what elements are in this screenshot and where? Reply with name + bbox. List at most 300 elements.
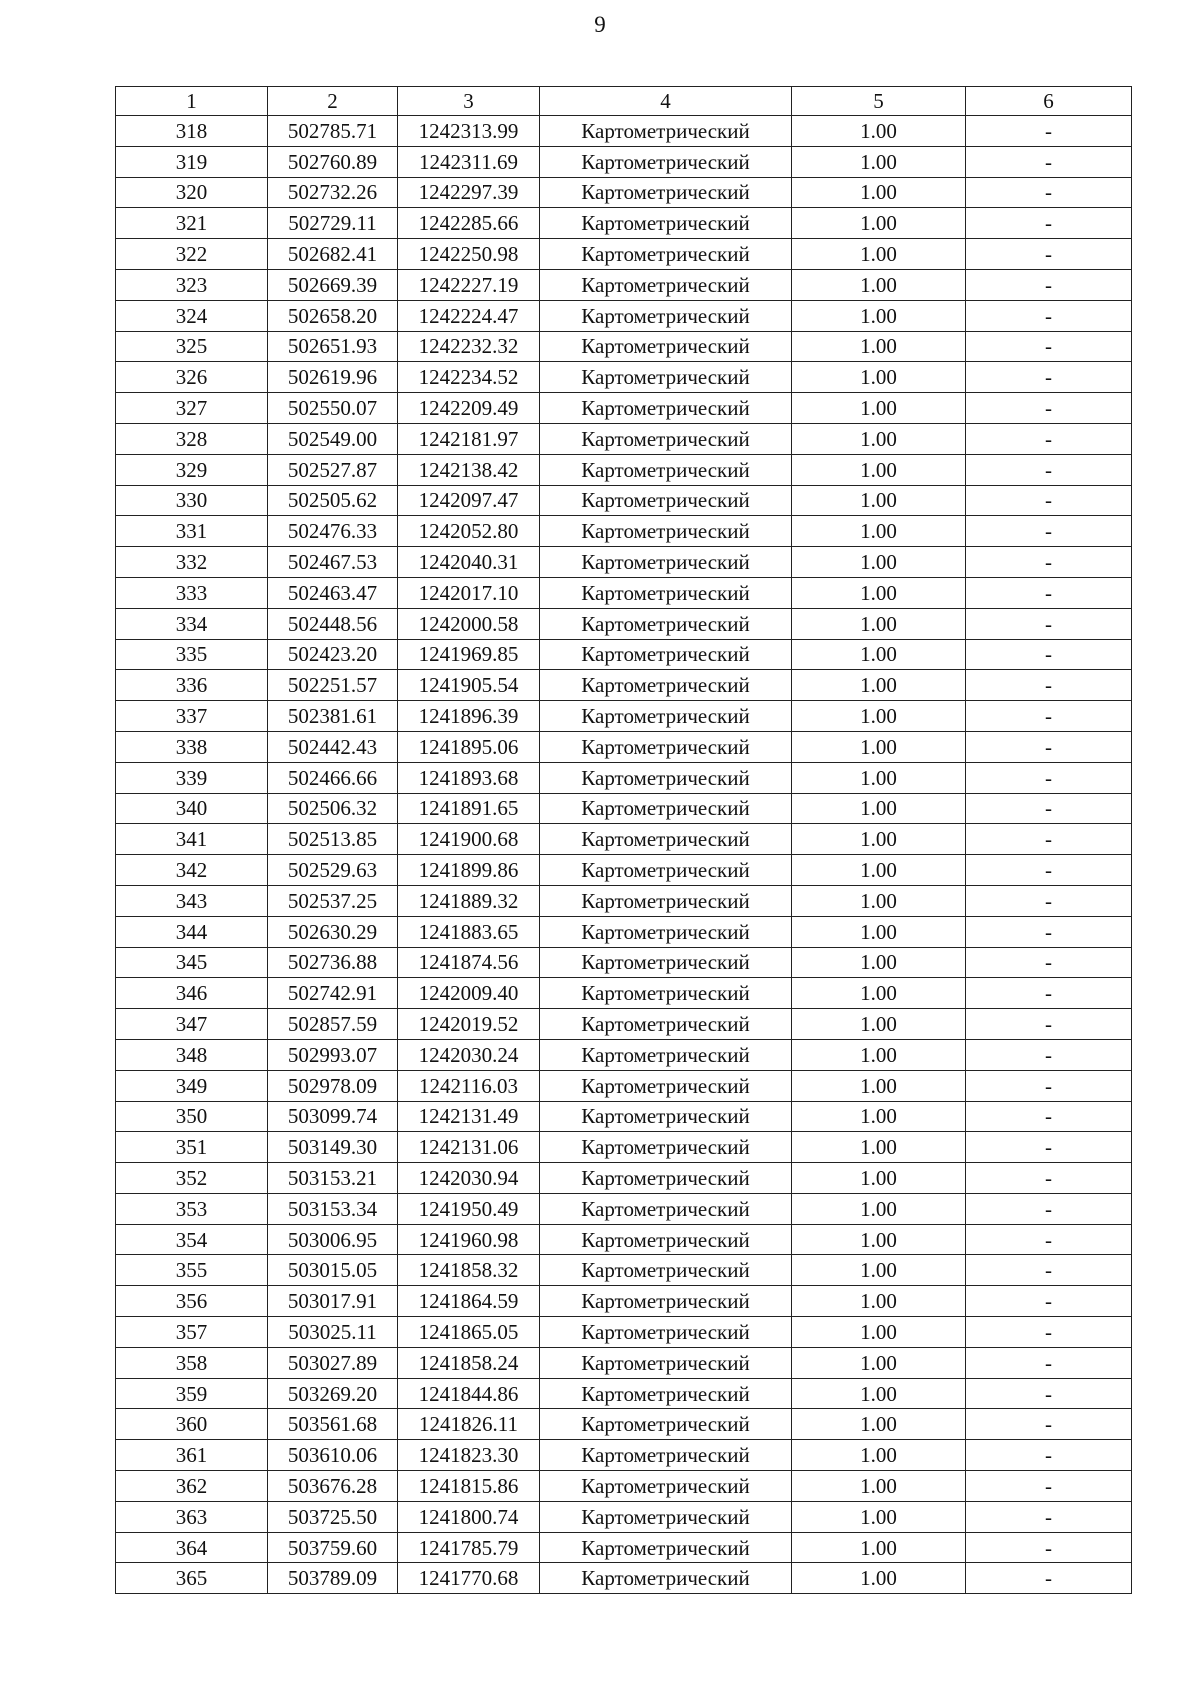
cell-method: Картометрический [540,855,792,886]
table-row [116,1163,1132,1194]
cell-coord-x: 502549.00 [268,423,398,454]
cell-method: Картометрический [540,824,792,855]
table-row [116,1009,1132,1040]
cell-coord-y: 1241883.65 [398,916,540,947]
table-row [116,731,1132,762]
cell-coord-y: 1242000.58 [398,608,540,639]
cell-method: Картометрический [540,670,792,701]
cell-method: Картометрический [540,793,792,824]
cell-accuracy: 1.00 [792,855,966,886]
table-row [116,239,1132,270]
cell-point-number: 322 [116,239,268,270]
cell-coord-x: 503149.30 [268,1132,398,1163]
cell-accuracy: 1.00 [792,885,966,916]
cell-method: Картометрический [540,639,792,670]
cell-point-number: 331 [116,516,268,547]
cell-coord-y: 1242227.19 [398,269,540,300]
cell-method: Картометрический [540,146,792,177]
cell-coord-y: 1241865.05 [398,1317,540,1348]
cell-note: - [966,362,1132,393]
cell-coord-y: 1241874.56 [398,947,540,978]
cell-point-number: 337 [116,701,268,732]
cell-coord-y: 1242019.52 [398,1009,540,1040]
table-row [116,1378,1132,1409]
cell-method: Картометрический [540,947,792,978]
cell-accuracy: 1.00 [792,1132,966,1163]
cell-note: - [966,454,1132,485]
cell-coord-x: 502729.11 [268,208,398,239]
cell-coord-x: 502785.71 [268,116,398,147]
cell-coord-x: 503153.21 [268,1163,398,1194]
cell-point-number: 357 [116,1317,268,1348]
cell-method: Картометрический [540,269,792,300]
cell-point-number: 343 [116,885,268,916]
cell-note: - [966,1286,1132,1317]
cell-point-number: 338 [116,731,268,762]
cell-coord-y: 1242040.31 [398,547,540,578]
cell-method: Картометрический [540,516,792,547]
cell-coord-y: 1241896.39 [398,701,540,732]
table-row [116,885,1132,916]
cell-coord-x: 503015.05 [268,1255,398,1286]
cell-point-number: 332 [116,547,268,578]
cell-note: - [966,1378,1132,1409]
cell-accuracy: 1.00 [792,1440,966,1471]
table-row [116,639,1132,670]
cell-accuracy: 1.00 [792,1193,966,1224]
cell-accuracy: 1.00 [792,454,966,485]
cell-coord-x: 502630.29 [268,916,398,947]
cell-note: - [966,208,1132,239]
cell-method: Картометрический [540,1317,792,1348]
header-cell-3: 3 [398,87,540,116]
table-row [116,331,1132,362]
cell-method: Картометрический [540,916,792,947]
cell-coord-y: 1242285.66 [398,208,540,239]
cell-coord-y: 1242116.03 [398,1070,540,1101]
table-row [116,1101,1132,1132]
cell-point-number: 335 [116,639,268,670]
cell-method: Картометрический [540,423,792,454]
cell-accuracy: 1.00 [792,916,966,947]
cell-note: - [966,547,1132,578]
cell-point-number: 358 [116,1347,268,1378]
cell-coord-y: 1242017.10 [398,577,540,608]
cell-accuracy: 1.00 [792,701,966,732]
table-row [116,393,1132,424]
table-row [116,1286,1132,1317]
cell-method: Картометрический [540,762,792,793]
cell-coord-y: 1241895.06 [398,731,540,762]
cell-coord-y: 1242138.42 [398,454,540,485]
cell-coord-y: 1241960.98 [398,1224,540,1255]
cell-point-number: 363 [116,1501,268,1532]
cell-point-number: 360 [116,1409,268,1440]
cell-method: Картометрический [540,885,792,916]
cell-coord-y: 1242131.49 [398,1101,540,1132]
table-row [116,1471,1132,1502]
cell-method: Картометрический [540,1563,792,1594]
cell-coord-x: 502423.20 [268,639,398,670]
cell-accuracy: 1.00 [792,1286,966,1317]
cell-coord-x: 502550.07 [268,393,398,424]
cell-coord-x: 503789.09 [268,1563,398,1594]
cell-accuracy: 1.00 [792,1101,966,1132]
table-row [116,300,1132,331]
cell-note: - [966,116,1132,147]
cell-note: - [966,1440,1132,1471]
cell-coord-x: 502732.26 [268,177,398,208]
cell-method: Картометрический [540,208,792,239]
cell-coord-y: 1241900.68 [398,824,540,855]
cell-coord-x: 503610.06 [268,1440,398,1471]
cell-method: Картометрический [540,239,792,270]
cell-note: - [966,423,1132,454]
cell-coord-x: 502442.43 [268,731,398,762]
cell-point-number: 354 [116,1224,268,1255]
cell-point-number: 352 [116,1163,268,1194]
cell-accuracy: 1.00 [792,1255,966,1286]
header-cell-1: 1 [116,87,268,116]
cell-coord-y: 1241785.79 [398,1532,540,1563]
cell-coord-x: 502978.09 [268,1070,398,1101]
cell-note: - [966,1471,1132,1502]
cell-method: Картометрический [540,577,792,608]
cell-point-number: 342 [116,855,268,886]
cell-accuracy: 1.00 [792,1070,966,1101]
cell-accuracy: 1.00 [792,485,966,516]
cell-coord-y: 1241950.49 [398,1193,540,1224]
cell-coord-y: 1241905.54 [398,670,540,701]
table-row [116,1224,1132,1255]
cell-coord-x: 502448.56 [268,608,398,639]
table-row [116,608,1132,639]
cell-coord-y: 1242313.99 [398,116,540,147]
cell-method: Картометрический [540,1224,792,1255]
cell-point-number: 350 [116,1101,268,1132]
cell-note: - [966,1563,1132,1594]
cell-accuracy: 1.00 [792,116,966,147]
cell-accuracy: 1.00 [792,1039,966,1070]
cell-coord-y: 1242209.49 [398,393,540,424]
cell-accuracy: 1.00 [792,1532,966,1563]
cell-point-number: 333 [116,577,268,608]
cell-coord-x: 502736.88 [268,947,398,978]
cell-method: Картометрический [540,116,792,147]
cell-coord-y: 1241800.74 [398,1501,540,1532]
cell-coord-y: 1242181.97 [398,423,540,454]
cell-method: Картометрический [540,608,792,639]
cell-accuracy: 1.00 [792,547,966,578]
cell-coord-y: 1242234.52 [398,362,540,393]
table-row [116,947,1132,978]
table-row [116,577,1132,608]
cell-point-number: 328 [116,423,268,454]
cell-coord-y: 1241899.86 [398,855,540,886]
cell-accuracy: 1.00 [792,516,966,547]
table-row [116,1317,1132,1348]
table-row [116,362,1132,393]
cell-point-number: 349 [116,1070,268,1101]
cell-point-number: 324 [116,300,268,331]
cell-accuracy: 1.00 [792,146,966,177]
cell-note: - [966,1039,1132,1070]
cell-point-number: 364 [116,1532,268,1563]
table-row [116,701,1132,732]
cell-point-number: 356 [116,1286,268,1317]
cell-coord-x: 503725.50 [268,1501,398,1532]
cell-accuracy: 1.00 [792,1471,966,1502]
cell-coord-x: 503017.91 [268,1286,398,1317]
cell-coord-x: 503759.60 [268,1532,398,1563]
cell-method: Картометрический [540,300,792,331]
cell-coord-x: 502381.61 [268,701,398,732]
cell-accuracy: 1.00 [792,947,966,978]
cell-coord-y: 1242030.24 [398,1039,540,1070]
table-row [116,1039,1132,1070]
cell-coord-y: 1242250.98 [398,239,540,270]
cell-accuracy: 1.00 [792,608,966,639]
cell-accuracy: 1.00 [792,639,966,670]
cell-accuracy: 1.00 [792,824,966,855]
cell-note: - [966,177,1132,208]
cell-accuracy: 1.00 [792,1409,966,1440]
cell-method: Картометрический [540,454,792,485]
cell-method: Картометрический [540,547,792,578]
cell-method: Картометрический [540,393,792,424]
cell-accuracy: 1.00 [792,423,966,454]
cell-method: Картометрический [540,331,792,362]
cell-note: - [966,1163,1132,1194]
cell-point-number: 355 [116,1255,268,1286]
table-row [116,824,1132,855]
cell-accuracy: 1.00 [792,331,966,362]
cell-coord-y: 1242009.40 [398,978,540,1009]
cell-point-number: 320 [116,177,268,208]
cell-coord-y: 1242131.06 [398,1132,540,1163]
table-row [116,670,1132,701]
cell-note: - [966,639,1132,670]
cell-coord-y: 1241844.86 [398,1378,540,1409]
cell-method: Картометрический [540,177,792,208]
cell-note: - [966,393,1132,424]
cell-point-number: 325 [116,331,268,362]
cell-method: Картометрический [540,1255,792,1286]
cell-accuracy: 1.00 [792,393,966,424]
cell-method: Картометрический [540,731,792,762]
cell-accuracy: 1.00 [792,731,966,762]
cell-accuracy: 1.00 [792,239,966,270]
cell-method: Картометрический [540,1409,792,1440]
table-row [116,177,1132,208]
cell-accuracy: 1.00 [792,670,966,701]
cell-method: Картометрический [540,1070,792,1101]
cell-method: Картометрический [540,1009,792,1040]
table-row [116,1347,1132,1378]
cell-note: - [966,577,1132,608]
table-row [116,269,1132,300]
cell-point-number: 359 [116,1378,268,1409]
table-row [116,423,1132,454]
cell-method: Картометрический [540,1101,792,1132]
cell-coord-x: 502619.96 [268,362,398,393]
cell-point-number: 330 [116,485,268,516]
cell-accuracy: 1.00 [792,1563,966,1594]
cell-point-number: 353 [116,1193,268,1224]
cell-method: Картометрический [540,362,792,393]
header-cell-2: 2 [268,87,398,116]
cell-point-number: 334 [116,608,268,639]
cell-method: Картометрический [540,1039,792,1070]
cell-point-number: 341 [116,824,268,855]
cell-point-number: 351 [116,1132,268,1163]
cell-coord-x: 502527.87 [268,454,398,485]
cell-accuracy: 1.00 [792,1163,966,1194]
cell-point-number: 344 [116,916,268,947]
table-row [116,1193,1132,1224]
cell-accuracy: 1.00 [792,362,966,393]
cell-coord-y: 1241826.11 [398,1409,540,1440]
cell-accuracy: 1.00 [792,1009,966,1040]
cell-point-number: 323 [116,269,268,300]
cell-accuracy: 1.00 [792,793,966,824]
table-row [116,762,1132,793]
cell-coord-y: 1241864.59 [398,1286,540,1317]
table-row [116,1070,1132,1101]
cell-point-number: 329 [116,454,268,485]
cell-point-number: 361 [116,1440,268,1471]
cell-point-number: 345 [116,947,268,978]
cell-note: - [966,1224,1132,1255]
cell-accuracy: 1.00 [792,177,966,208]
table-row [116,793,1132,824]
cell-method: Картометрический [540,1440,792,1471]
coordinates-table [115,86,1132,1594]
cell-coord-y: 1242311.69 [398,146,540,177]
cell-point-number: 327 [116,393,268,424]
cell-note: - [966,701,1132,732]
cell-accuracy: 1.00 [792,1224,966,1255]
cell-coord-x: 503027.89 [268,1347,398,1378]
cell-point-number: 321 [116,208,268,239]
cell-coord-x: 502529.63 [268,855,398,886]
table-row [116,1255,1132,1286]
cell-coord-x: 502467.53 [268,547,398,578]
cell-point-number: 319 [116,146,268,177]
cell-coord-y: 1241858.32 [398,1255,540,1286]
cell-coord-y: 1242030.94 [398,1163,540,1194]
cell-method: Картометрический [540,1193,792,1224]
cell-coord-x: 502466.66 [268,762,398,793]
cell-coord-y: 1242297.39 [398,177,540,208]
cell-coord-y: 1242232.32 [398,331,540,362]
cell-point-number: 340 [116,793,268,824]
cell-note: - [966,762,1132,793]
cell-coord-y: 1242224.47 [398,300,540,331]
cell-coord-y: 1241893.68 [398,762,540,793]
cell-coord-x: 502993.07 [268,1039,398,1070]
cell-coord-x: 502463.47 [268,577,398,608]
cell-note: - [966,239,1132,270]
cell-accuracy: 1.00 [792,577,966,608]
cell-coord-x: 503561.68 [268,1409,398,1440]
cell-method: Картометрический [540,1163,792,1194]
cell-method: Картометрический [540,1378,792,1409]
table-body [116,87,1132,1594]
cell-coord-x: 502857.59 [268,1009,398,1040]
table-row [116,916,1132,947]
cell-method: Картометрический [540,701,792,732]
cell-accuracy: 1.00 [792,300,966,331]
table-row [116,116,1132,147]
cell-note: - [966,1193,1132,1224]
cell-note: - [966,1347,1132,1378]
table-row [116,1501,1132,1532]
cell-coord-x: 502682.41 [268,239,398,270]
cell-note: - [966,608,1132,639]
cell-note: - [966,793,1132,824]
cell-coord-x: 503025.11 [268,1317,398,1348]
cell-method: Картометрический [540,1501,792,1532]
cell-note: - [966,1501,1132,1532]
cell-accuracy: 1.00 [792,208,966,239]
cell-note: - [966,978,1132,1009]
cell-coord-y: 1241858.24 [398,1347,540,1378]
cell-coord-y: 1241770.68 [398,1563,540,1594]
cell-coord-x: 502669.39 [268,269,398,300]
cell-note: - [966,916,1132,947]
cell-note: - [966,885,1132,916]
cell-coord-y: 1241969.85 [398,639,540,670]
table-row [116,516,1132,547]
cell-note: - [966,485,1132,516]
cell-accuracy: 1.00 [792,1378,966,1409]
cell-note: - [966,1070,1132,1101]
cell-point-number: 346 [116,978,268,1009]
cell-method: Картометрический [540,978,792,1009]
cell-coord-y: 1241823.30 [398,1440,540,1471]
table-row [116,1440,1132,1471]
cell-coord-x: 503676.28 [268,1471,398,1502]
cell-point-number: 347 [116,1009,268,1040]
table-row [116,454,1132,485]
cell-method: Картометрический [540,1286,792,1317]
cell-note: - [966,1532,1132,1563]
cell-point-number: 339 [116,762,268,793]
table-row [116,1409,1132,1440]
cell-coord-x: 503269.20 [268,1378,398,1409]
cell-point-number: 336 [116,670,268,701]
cell-accuracy: 1.00 [792,1317,966,1348]
cell-coord-x: 502651.93 [268,331,398,362]
cell-coord-x: 502251.57 [268,670,398,701]
cell-accuracy: 1.00 [792,978,966,1009]
cell-accuracy: 1.00 [792,762,966,793]
cell-point-number: 318 [116,116,268,147]
cell-note: - [966,947,1132,978]
cell-accuracy: 1.00 [792,269,966,300]
cell-point-number: 362 [116,1471,268,1502]
cell-coord-y: 1241815.86 [398,1471,540,1502]
table-row [116,1132,1132,1163]
header-cell-5: 5 [792,87,966,116]
table-row [116,978,1132,1009]
cell-note: - [966,1409,1132,1440]
cell-coord-x: 503006.95 [268,1224,398,1255]
cell-note: - [966,146,1132,177]
header-cell-4: 4 [540,87,792,116]
cell-method: Картометрический [540,1471,792,1502]
